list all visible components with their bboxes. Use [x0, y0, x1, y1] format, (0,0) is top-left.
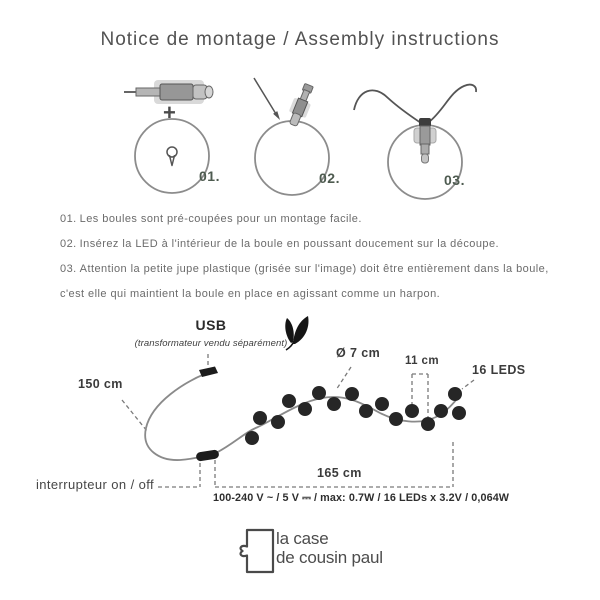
instruction-03-text: Attention la petite jupe plastique (grisée sur l'image) doit être entièrement dans la boule, c'est elle qui maintient la boule en place en agissant comme un harpon.: [60, 263, 549, 300]
led-ball: [245, 431, 259, 445]
step2-figure: [242, 74, 364, 200]
step1-figure: [118, 76, 258, 198]
led-ball: [421, 417, 435, 431]
led-ball: [327, 397, 341, 411]
diameter-pointer-line: [336, 367, 351, 390]
led-ball: [448, 387, 462, 401]
instruction-01-number: 01.: [60, 213, 77, 225]
instructions-list: [60, 207, 552, 307]
step3-number: 03.: [444, 172, 465, 188]
led-ball: [298, 402, 312, 416]
step1-number: 01.: [199, 168, 220, 184]
logo-line1: la case: [276, 529, 329, 548]
logo-mark-icon: [230, 527, 276, 575]
logo-text: [276, 529, 383, 567]
led-ball: [271, 415, 285, 429]
usb-label: USB: [195, 317, 227, 333]
instruction-03-number: 03.: [60, 263, 77, 275]
led-ball: [434, 404, 448, 418]
led-count-label: 16 LEDS: [472, 363, 526, 377]
instruction-03: [60, 257, 552, 307]
specs-line: 100-240 V ~ / 5 V ⎓ / max: 0.7W / 16 LEDs x 3.2V / 0,064W: [213, 492, 510, 504]
plus-sign: +: [163, 100, 176, 125]
led-ball: [359, 404, 373, 418]
ball-icon: [255, 121, 329, 195]
led-ball: [345, 387, 359, 401]
page-title: Notice de montage / Assembly instructions: [100, 29, 500, 50]
instruction-02: [60, 232, 552, 257]
instruction-01: [60, 207, 552, 232]
led-ball: [253, 411, 267, 425]
usb-note: (transformateur vendu séparément): [134, 338, 288, 349]
logo-line2: de cousin paul: [276, 548, 383, 567]
led-ball: [375, 397, 389, 411]
inserted-led-icon: [414, 118, 436, 163]
usb-connector-icon: [199, 367, 218, 378]
instruction-02-number: 02.: [60, 238, 77, 250]
string-length-label: 165 cm: [317, 466, 362, 480]
cable-loop: [145, 373, 207, 460]
switch-pointer-line: [158, 463, 200, 487]
cable-length-label: 150 cm: [78, 377, 123, 391]
ball-diameter-label: Ø 7 cm: [336, 346, 381, 360]
cable-length-pointer-line: [122, 400, 147, 431]
led-ball: [312, 386, 326, 400]
step2-number: 02.: [319, 170, 340, 186]
led-ball: [452, 406, 466, 420]
arrow-icon: [254, 78, 280, 120]
led-ball: [282, 394, 296, 408]
switch-label: interrupteur on / off: [36, 477, 155, 492]
wires-icon: [354, 85, 476, 123]
instruction-02-text: Insérez la LED à l'intérieur de la boule en poussant doucement sur la découpe.: [79, 238, 500, 250]
led-ball: [389, 412, 403, 426]
led-ball: [405, 404, 419, 418]
led-balls: [245, 386, 466, 445]
power-switch-icon: [195, 449, 219, 461]
led-spacing-label: 11 cm: [405, 355, 439, 367]
string-length-bracket: [215, 442, 453, 487]
instruction-01-text: Les boules sont pré-coupées pour un montage facile.: [79, 213, 362, 225]
ball-with-cutout-icon: [135, 119, 209, 193]
led-count-pointer-line: [462, 380, 474, 389]
